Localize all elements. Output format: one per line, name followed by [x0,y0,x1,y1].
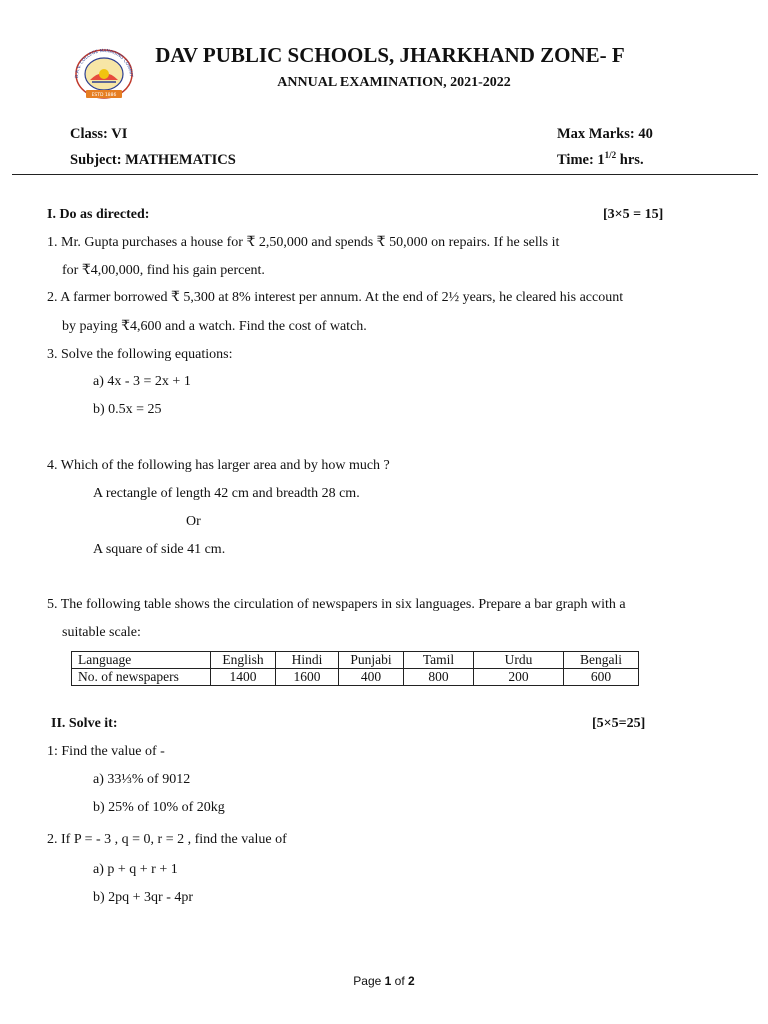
s2-q1-text: 1: Find the value of - [47,744,165,759]
q4-text: 4. Which of the following has larger area and by how much ? [47,458,390,473]
q5-line1: 5. The following table shows the circulation of newspapers in six languages. Prepare a bar graph with a [47,597,626,612]
section1-marks: [3×5 = 15] [603,207,664,222]
table-cell: 400 [339,669,404,686]
section1-title: I. Do as directed: [47,207,150,222]
page-footer: Page 1 of 2 [353,974,415,988]
q4-option2: A square of side 41 cm. [93,542,226,557]
table-cell: No. of newspapers [72,669,211,686]
time-label: Time: $1^{1/2}$ hrs. [557,150,644,168]
table-cell: 1400 [211,669,276,686]
table-cell: Tamil [404,652,474,669]
table-cell: Urdu [474,652,564,669]
s2-q1-a: a) 33⅓% of 9012 [93,772,191,787]
q3-b: b) 0.5x = 25 [93,402,162,417]
newspaper-table [71,651,639,686]
exam-title: ANNUAL EXAMINATION, 2021-2022 [277,75,511,90]
table-row [72,669,639,686]
table-cell: 200 [474,669,564,686]
max-marks: Max Marks: 40 [557,126,653,142]
table-cell: Punjabi [339,652,404,669]
s2-q2-a: a) p + q + r + 1 [93,862,178,877]
table-cell: 1600 [276,669,339,686]
q1-line2: for ₹4,00,000, find his gain percent. [62,263,265,278]
table-cell: 800 [404,669,474,686]
page-total: 2 [408,974,415,988]
s2-q1-b: b) 25% of 10% of 20kg [93,800,225,815]
header-divider [12,174,758,175]
table-cell: Language [72,652,211,669]
section2-marks: [5×5=25] [592,716,646,731]
table-cell: 600 [564,669,639,686]
q4-option1: A rectangle of length 42 cm and breadth 28 cm. [93,486,360,501]
logo-text: D.A.V. COLLEGE MANAGING COMMIT [74,48,134,79]
s2-q2-text: 2. If P = - 3 , q = 0, r = 2 , find the value of [47,832,287,847]
q5-line2: suitable scale: [62,625,141,640]
school-name: DAV PUBLIC SCHOOLS, JHARKHAND ZONE- F [155,43,625,67]
table-cell: English [211,652,276,669]
table-row [72,652,639,669]
q4-or: Or [186,514,201,529]
section2-title: II. Solve it: [51,716,118,731]
logo-estd: ESTD 1886 [91,93,117,98]
class-label: Class: VI [70,126,128,142]
subject-label: Subject: MATHEMATICS [70,152,236,168]
q3-text: 3. Solve the following equations: [47,347,233,362]
q3-a: a) 4x - 3 = 2x + 1 [93,374,191,389]
q2-line2: by paying ₹4,600 and a watch. Find the cost of watch. [62,319,367,334]
page-number: 1 [384,974,392,988]
table-cell: Bengali [564,652,639,669]
table-cell: Hindi [276,652,339,669]
q2-line1: 2. A farmer borrowed ₹ 5,300 at 8% interest per annum. At the end of 2½ years, he cleared his account [47,290,624,305]
s2-q2-b: b) 2pq + 3qr - 4pr [93,890,194,905]
q1-line1: 1. Mr. Gupta purchases a house for ₹ 2,50,000 and spends ₹ 50,000 on repairs. If he sells it [47,235,560,250]
